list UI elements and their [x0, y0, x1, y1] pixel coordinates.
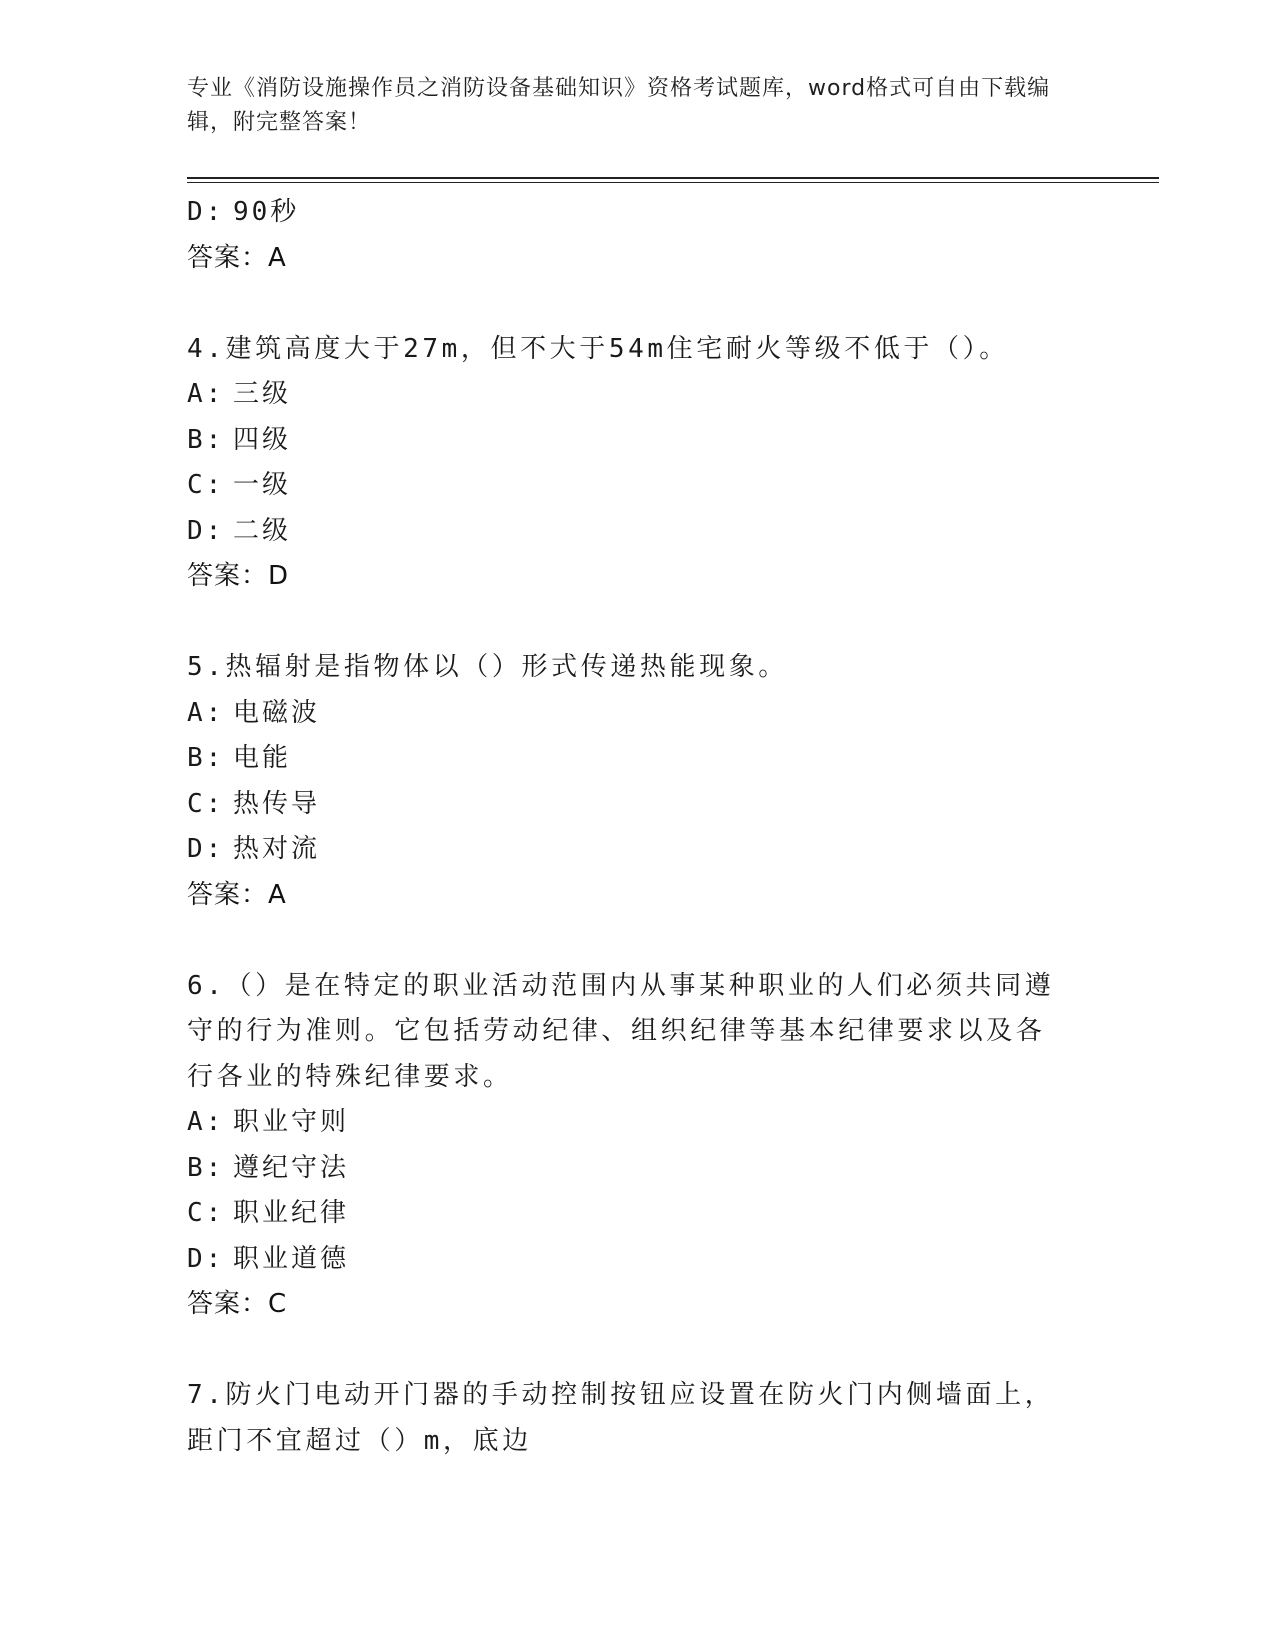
question-list — [187, 190, 1067, 1464]
option-a — [187, 1100, 1067, 1146]
option-text: 二级 — [233, 515, 292, 546]
option-label: C: — [187, 1198, 225, 1228]
option-d — [187, 509, 1067, 555]
option-text: 热对流 — [233, 834, 321, 864]
option-text: 三级 — [233, 379, 292, 409]
option-text: 热传导 — [233, 788, 321, 819]
answer-line: 答案：A — [187, 242, 287, 273]
option-b — [187, 418, 1067, 464]
option-text: 90秒 — [233, 197, 300, 227]
option-label: C: — [187, 470, 225, 500]
option-a — [187, 372, 1067, 418]
option-text: 电磁波 — [233, 697, 321, 728]
option-label: C: — [187, 788, 225, 819]
header-divider — [187, 177, 1159, 179]
option-d — [187, 827, 1067, 873]
option-label: A: — [187, 379, 225, 409]
option-c — [187, 1191, 1067, 1237]
answer-line: 答案：C — [187, 1289, 288, 1319]
option-label: A: — [187, 697, 225, 728]
option-text: 职业纪律 — [233, 1198, 350, 1228]
option-label: A: — [187, 1107, 225, 1137]
option-c — [187, 782, 1067, 828]
option-b — [187, 1146, 1067, 1192]
option-a — [187, 691, 1067, 737]
option-text: 四级 — [233, 424, 292, 455]
option-label: D: — [187, 834, 225, 864]
header-divider-thin — [187, 182, 1159, 183]
option-label: D: — [187, 197, 225, 227]
document-header: 专业《消防设施操作员之消防设备基础知识》资格考试题库，word格式可自由下载编辑，附完整答案！ — [187, 76, 1051, 135]
question-stem: 6.（）是在特定的职业活动范围内从事某种职业的人们必须共同遵守的行为准则。它包括劳动纪律、组织纪律等基本纪律要求以及各行各业的特殊纪律要求。 — [187, 970, 1055, 1092]
option-b — [187, 736, 1067, 782]
question-stem: 7.防火门电动开门器的手动控制按钮应设置在防火门内侧墙面上，距门不宜超过（）m，底边 — [187, 1380, 1055, 1456]
option-text: 电能 — [233, 743, 292, 773]
option-label: D: — [187, 515, 225, 546]
option-label: D: — [187, 1243, 225, 1274]
answer-line: 答案：A — [187, 879, 287, 910]
option-label: B: — [187, 743, 225, 773]
option-d — [187, 190, 1067, 236]
answer-line: 答案：D — [187, 561, 290, 591]
option-c — [187, 463, 1067, 509]
question-stem: 4.建筑高度大于27m，但不大于54m住宅耐火等级不低于（）。 — [187, 333, 1009, 364]
option-text: 职业守则 — [233, 1107, 350, 1137]
option-text: 一级 — [233, 470, 292, 500]
option-label: B: — [187, 1152, 225, 1183]
option-text: 遵纪守法 — [233, 1152, 350, 1183]
option-d — [187, 1237, 1067, 1283]
option-text: 职业道德 — [233, 1243, 350, 1274]
question-stem: 5.热辐射是指物体以（）形式传递热能现象。 — [187, 652, 788, 682]
option-label: B: — [187, 424, 225, 455]
